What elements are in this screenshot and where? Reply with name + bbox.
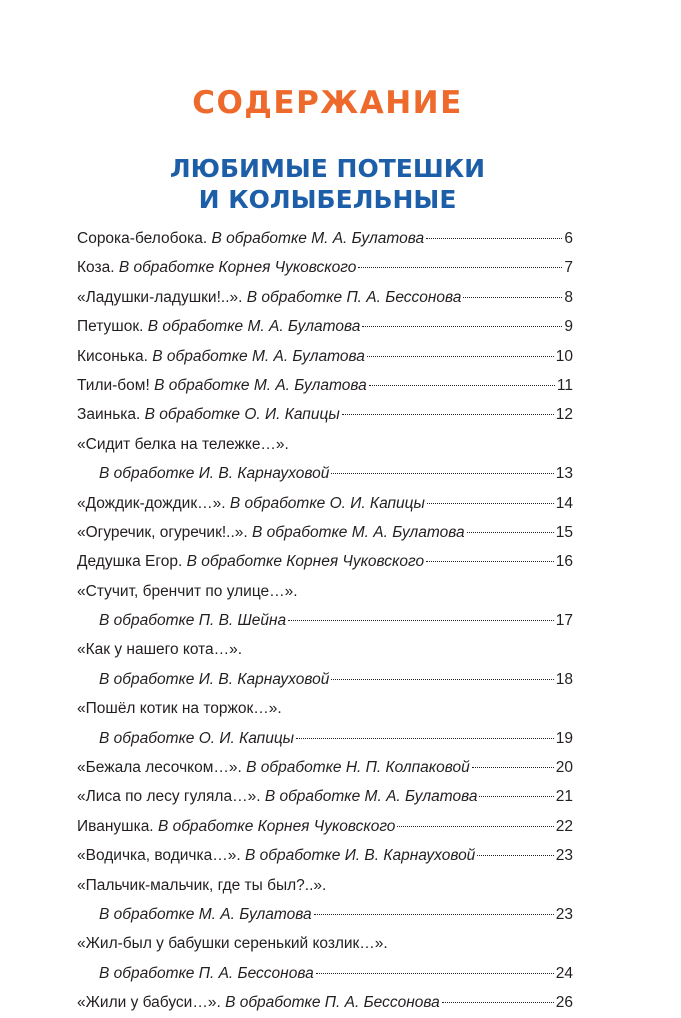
toc-entry-credit: В обработке Н. П. Колпаковой [246,759,470,777]
toc-dot-leader [477,854,553,856]
toc-dot-leader [296,737,554,739]
page-title: СОДЕРЖАНИЕ [192,85,463,121]
toc-entry-head [77,753,470,782]
toc-entry [77,694,573,723]
toc-dot-leader [442,1001,554,1003]
toc-entry-head [77,283,461,312]
toc-entry-credit: В обработке М. А. Булатова [211,230,425,247]
toc-entry-line [77,459,573,488]
toc-entry-line [77,959,573,988]
toc-entry-title: Сорока-белобока. [77,230,208,247]
toc-page-number: 9 [564,318,573,336]
toc-page-number: 17 [555,612,573,630]
toc-dot-leader [288,619,554,621]
toc-entry [77,871,573,900]
toc-entry [77,312,573,341]
toc-dot-leader [367,355,554,357]
toc-entry [77,988,573,1017]
toc-entry-head [77,871,326,900]
toc-entry-head [77,988,440,1017]
toc-entry-credit: В обработке П. А. Бессонова [225,994,440,1012]
table-of-contents [77,224,573,1018]
toc-entry-line [77,635,573,664]
section-heading-line-1: ЛЮБИМЫЕ ПОТЕШКИ [169,154,486,183]
toc-entry-credit: В обработке Корнея Чуковского [186,553,425,571]
toc-entry-title: Заинька. [77,406,141,424]
toc-entry-head [77,782,477,811]
toc-entry-line [77,489,573,518]
toc-entry-credit: В обработке П. В. Шейна [99,612,287,630]
toc-entry-title: «Дождик-дождик…». [77,494,226,512]
toc-entry-credit: В обработке Корнея Чуковского [118,259,357,277]
toc-entry [77,224,573,253]
toc-page-number: 15 [555,523,573,541]
toc-page-number: 16 [555,553,573,571]
toc-entry-head [77,694,282,723]
toc-entry-head [77,430,289,459]
toc-page-number: 20 [555,759,573,777]
toc-entry-head [77,812,395,841]
toc-entry [77,430,573,459]
toc-entry-credit: В обработке И. В. Карнауховой [99,670,330,688]
toc-entry-title: Кисонька. [77,347,148,365]
toc-page-number: 23 [555,847,573,865]
toc-entry-title: «Жил-был у бабушки серенький козлик…». [77,935,388,953]
toc-entry-line [77,606,573,635]
toc-entry-head [99,724,294,753]
toc-entry-head [99,900,312,929]
toc-dot-leader [426,237,562,239]
toc-entry-credit: В обработке М. А. Булатова [252,523,465,541]
toc-entry-head [77,577,298,606]
toc-entry-line [77,283,573,312]
toc-entry-credit: В обработке О. И. Капицы [99,729,295,747]
toc-entry-title: Тили-бом! [77,376,150,394]
toc-entry-line [77,342,573,371]
toc-entry [77,342,573,371]
toc-entry-head [99,459,329,488]
toc-entry-title: «Как у нашего кота…». [77,641,243,659]
toc-page-number: 10 [555,347,573,365]
toc-entry [77,959,573,988]
toc-page-number: 19 [555,729,573,747]
toc-entry-head [77,312,360,341]
toc-entry-credit: В обработке О. И. Капицы [144,406,340,424]
toc-entry [77,635,573,664]
toc-entry-line [77,312,573,341]
toc-page-number: 23 [555,905,573,923]
toc-entry-line [77,900,573,929]
toc-entry-head [77,224,424,253]
toc-entry [77,929,573,958]
toc-page-number: 8 [564,288,573,306]
toc-entry-credit: В обработке Корнея Чуковского [157,817,396,835]
toc-dot-leader [467,531,554,533]
toc-dot-leader [426,560,554,562]
toc-entry [77,547,573,576]
toc-entry-title: «Водичка, водичка…». [77,847,241,865]
toc-entry-line [77,988,573,1017]
toc-entry-credit: В обработке П. А. Бессонова [99,964,314,982]
toc-entry [77,253,573,282]
toc-entry-line [77,224,573,253]
toc-page-number: 12 [555,406,573,424]
toc-page-number: 24 [555,964,573,982]
toc-entry-line [77,547,573,576]
toc-entry [77,489,573,518]
toc-entry-head [77,400,340,429]
toc-entry-title: «Бежала лесочком…». [77,759,242,777]
toc-entry-head [77,547,424,576]
toc-entry [77,283,573,312]
toc-entry-line [77,371,573,400]
toc-entry-credit: В обработке М. А. Булатова [264,788,478,806]
toc-entry-line [77,577,573,606]
toc-page-number: 18 [555,670,573,688]
toc-entry-head [99,959,314,988]
toc-entry-line [77,253,573,282]
toc-page-number: 13 [555,465,573,483]
toc-entry-head [99,606,286,635]
toc-page-number: 26 [555,994,573,1012]
toc-entry-credit: В обработке М. А. Булатова [154,376,367,394]
toc-entry-title: «Огуречик, огуречик!..». [77,523,248,541]
toc-entry [77,400,573,429]
toc-entry-line [77,871,573,900]
toc-entry-credit: В обработке О. И. Капицы [229,494,425,512]
toc-entry-line [77,812,573,841]
toc-entry-head [77,342,365,371]
toc-dot-leader [397,825,553,827]
toc-page-number: 7 [564,259,573,277]
toc-entry-title: «Сидит белка на тележке…». [77,435,289,453]
toc-dot-leader [314,913,554,915]
toc-entry-head [99,665,329,694]
toc-entry-credit: В обработке И. В. Карнауховой [244,847,476,865]
toc-dot-leader [358,266,562,268]
toc-page-number: 11 [556,376,573,394]
toc-dot-leader [427,502,554,504]
toc-entry-credit: В обработке М. А. Булатова [147,318,361,336]
toc-entry-line [77,430,573,459]
toc-entry [77,577,573,606]
toc-entry-line [77,753,573,782]
toc-entry [77,841,573,870]
toc-entry-line [77,518,573,547]
toc-page-number: 21 [555,788,573,806]
toc-entry-line [77,841,573,870]
toc-entry-head [77,518,465,547]
toc-entry-title: «Лиса по лесу гуляла…». [77,788,261,806]
toc-entry [77,371,573,400]
toc-entry-title: «Ладушки-ладушки!..». [77,288,243,306]
toc-entry-title: Иванушка. [77,817,154,835]
toc-entry-title: «Пошёл котик на торжок…». [77,700,282,718]
toc-entry [77,782,573,811]
toc-page-number: 14 [555,494,573,512]
toc-entry-line [77,665,573,694]
toc-entry [77,606,573,635]
section-heading [0,153,655,215]
toc-dot-leader [472,766,554,768]
toc-entry-line [77,400,573,429]
toc-entry [77,753,573,782]
toc-entry-credit: В обработке М. А. Булатова [152,347,365,365]
toc-dot-leader [331,472,553,474]
toc-entry-head [77,489,425,518]
toc-entry-head [77,841,475,870]
toc-entry-title: Дедушка Егор. [77,553,183,571]
toc-entry-head [77,929,388,958]
toc-entry-title: «Пальчик-мальчик, где ты был?..». [77,876,327,894]
toc-dot-leader [331,678,553,680]
toc-entry-credit: В обработке М. А. Булатова [99,905,312,923]
toc-dot-leader [316,972,554,974]
toc-entry-title: Коза. [77,259,115,277]
toc-page-number: 6 [564,230,573,247]
section-heading-line-2: И КОЛЫБЕЛЬНЫЕ [198,185,457,214]
toc-entry-head [77,371,367,400]
toc-entry-head [77,635,242,664]
toc-dot-leader [463,296,562,298]
toc-entry-credit: В обработке П. А. Бессонова [246,288,462,306]
toc-entry-head [77,253,356,282]
toc-entry-title: Петушок. [77,318,144,336]
toc-entry [77,724,573,753]
toc-entry-line [77,694,573,723]
toc-entry-title: «Жили у бабуси…». [77,994,221,1012]
toc-entry-line [77,782,573,811]
toc-dot-leader [342,413,554,415]
toc-dot-leader [362,325,562,327]
toc-page-number: 22 [555,817,573,835]
toc-entry [77,518,573,547]
toc-entry [77,665,573,694]
toc-dot-leader [369,384,555,386]
toc-entry [77,900,573,929]
toc-entry-credit: В обработке И. В. Карнауховой [99,465,330,483]
toc-entry [77,459,573,488]
toc-entry-title: «Стучит, бренчит по улице…». [77,582,298,600]
toc-entry-line [77,929,573,958]
toc-entry [77,812,573,841]
toc-dot-leader [479,795,553,797]
toc-entry-line [77,724,573,753]
